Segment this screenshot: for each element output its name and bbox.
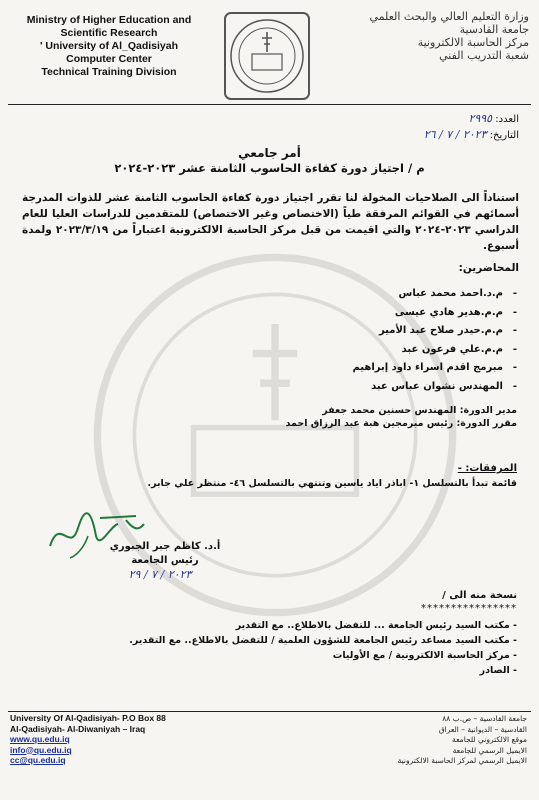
copy-recipient: مكتب السيد رئيس الجامعة ... للتفضل بالاطلاع.. مع التقدير — [235, 620, 510, 631]
copy-recipient: الصادر — [479, 665, 510, 676]
order-subject: م / اجتياز دورة كفاءة الحاسوب الثامنة عشر ٢٠٢٣-٢٠٢٤ — [114, 161, 425, 175]
list-item: - المهندس نشوان عباس عبد — [352, 378, 517, 397]
info-email-link[interactable]: info@qu.edu.iq — [10, 744, 72, 755]
order-title: أمر جامعي — [238, 146, 301, 160]
number-value: ٢٩٩٥ — [468, 112, 493, 125]
footer-address: Al-Qadisiyah- Al-Diwaniyah – Iraq — [10, 723, 146, 734]
lecturers-heading: المحاضرين: — [458, 262, 519, 274]
list-item: - مكتب السيد مساعد رئيس الجامعة للشؤون العلمية / للتفضل بالاطلاع.. مع التقدير. — [129, 635, 517, 646]
lecturer-name: م.م.حيدر صلاح عبد الأمير — [378, 325, 503, 336]
header-en-line: ' University of Al_Qadisiyah — [39, 40, 179, 52]
header-en-line: Computer Center — [66, 53, 152, 65]
header-ar-line: شعبة التدريب الفني — [439, 49, 529, 62]
list-item: - مركز الحاسبة الالكترونية / مع الأوليات — [332, 650, 517, 661]
list-item: - م.د.احمد محمد عباس — [352, 285, 517, 304]
header-divider — [8, 104, 531, 105]
lecturers-list — [352, 285, 517, 396]
list-item: - م.م.هدير هادي عيسى — [352, 304, 517, 323]
header-ar-line: مركز الحاسبة الالكترونية — [417, 36, 529, 49]
header-en-line: Ministry of Higher Education and — [26, 14, 192, 26]
attachments-heading: المرفقات: - — [457, 463, 517, 474]
footer-ar-line: الايميل الرسمي للجامعة — [452, 745, 527, 755]
president-block — [90, 540, 240, 568]
lecturer-name: المهندس نشوان عباس عبد — [371, 380, 503, 392]
course-manager: مدير الدورة: المهندس حسنين محمد جعفر — [322, 405, 517, 416]
footer-divider — [8, 711, 531, 712]
order-body: استناداً الى الصلاحيات المخولة لنا تقرر اجتياز دورة كفاءة الحاسوب الثامنة عشر للذوات المدرجة أسمائهم في القوائم المرفقة طياً (الاختصاص وغير الاختصاص) للمتقدمين للدراسات العليا للعام الدراسي ٢٠٢٣-٢٠٢٤ والتي اقيمت من قبل مركز الحاسبة الالكترونية اعتباراً من ٢٠٢٣/٣/١٩ ولمدة أسبوع. — [22, 192, 519, 252]
header-ar-line: جامعة القادسية — [459, 23, 529, 36]
course-management — [285, 404, 517, 430]
document-date — [359, 128, 519, 141]
header-ar-line: وزارة التعليم العالي والبحث العلمي — [369, 10, 529, 23]
footer-ar-line: الايميل الرسمي لمركز الحاسبة الالكترونية — [397, 756, 527, 765]
copy-recipient: مكتب السيد مساعد رئيس الجامعة للشؤون العلمية / للتفضل بالاطلاع.. مع التقدير. — [129, 635, 510, 646]
list-item: - مكتب السيد رئيس الجامعة ... للتفضل بالاطلاع.. مع التقدير — [235, 620, 517, 631]
footer-ar-line: جامعة القادسية – ص.ب ٨٨ — [442, 714, 527, 723]
list-item: - مبرمج اقدم اسراء داود إبراهيم — [352, 359, 517, 378]
header-arabic — [319, 10, 529, 62]
list-item: - م.م.علي فرعون عبد — [352, 341, 517, 360]
footer-address: University Of Al-Qadisiyah- P.O Box 88 — [10, 713, 166, 723]
lecturer-name: م.د.احمد محمد عباس — [398, 288, 503, 299]
header-en-line: Technical Training Division — [41, 66, 177, 78]
number-label: العدد: — [495, 114, 519, 125]
president-title: رئيس الجامعة — [131, 555, 199, 566]
cc-email-link[interactable]: cc@qu.edu.iq — [10, 755, 66, 765]
course-rapporteur: مقرر الدورة: رئيس مبرمجين هبة عبد الرزاق احمد — [285, 418, 517, 429]
attachments-text: قائمة تبدأ بالتسلسل ١- اباذر اياد ياسين وتنتهي بالتسلسل ٤٦- منتظر علي جابر. — [147, 478, 517, 489]
lecturer-name: م.م.علي فرعون عبد — [401, 343, 503, 355]
lecturer-name: مبرمج اقدم اسراء داود إبراهيم — [352, 362, 503, 373]
date-label: التاريخ: — [489, 130, 519, 141]
date-value: ٢٠٢٣ / ٧ / ٢٦ — [423, 128, 487, 141]
header-en-line: Scientific Research — [60, 27, 158, 39]
footer-arabic — [327, 714, 527, 767]
copies-heading: نسخة منه الى / — [442, 590, 517, 601]
list-item: - م.م.حيدر صلاح عبد الأمير — [352, 322, 517, 341]
lecturer-name: م.م.هدير هادي عيسى — [394, 306, 503, 318]
website-link[interactable]: www.qu.edu.iq — [10, 734, 70, 744]
list-item: - الصادر — [479, 665, 517, 676]
university-logo — [222, 10, 312, 102]
footer-ar-line: موقع الالكتروني للجامعة — [452, 735, 527, 744]
copies-separator: **************** — [421, 603, 517, 614]
president-date: ٢٠٢٣ / ٧ / ٢٩ — [128, 568, 192, 581]
header-english — [14, 14, 204, 79]
copy-recipient: مركز الحاسبة الالكترونية / مع الأوليات — [332, 650, 510, 661]
footer-ar-line: القادسية – الديوانية – العراق — [438, 724, 527, 734]
footer-english — [10, 713, 220, 766]
president-name: أ.د. كاظم جبر الجبوري — [109, 541, 221, 552]
copies-list — [129, 618, 517, 678]
reference-number — [359, 112, 519, 125]
